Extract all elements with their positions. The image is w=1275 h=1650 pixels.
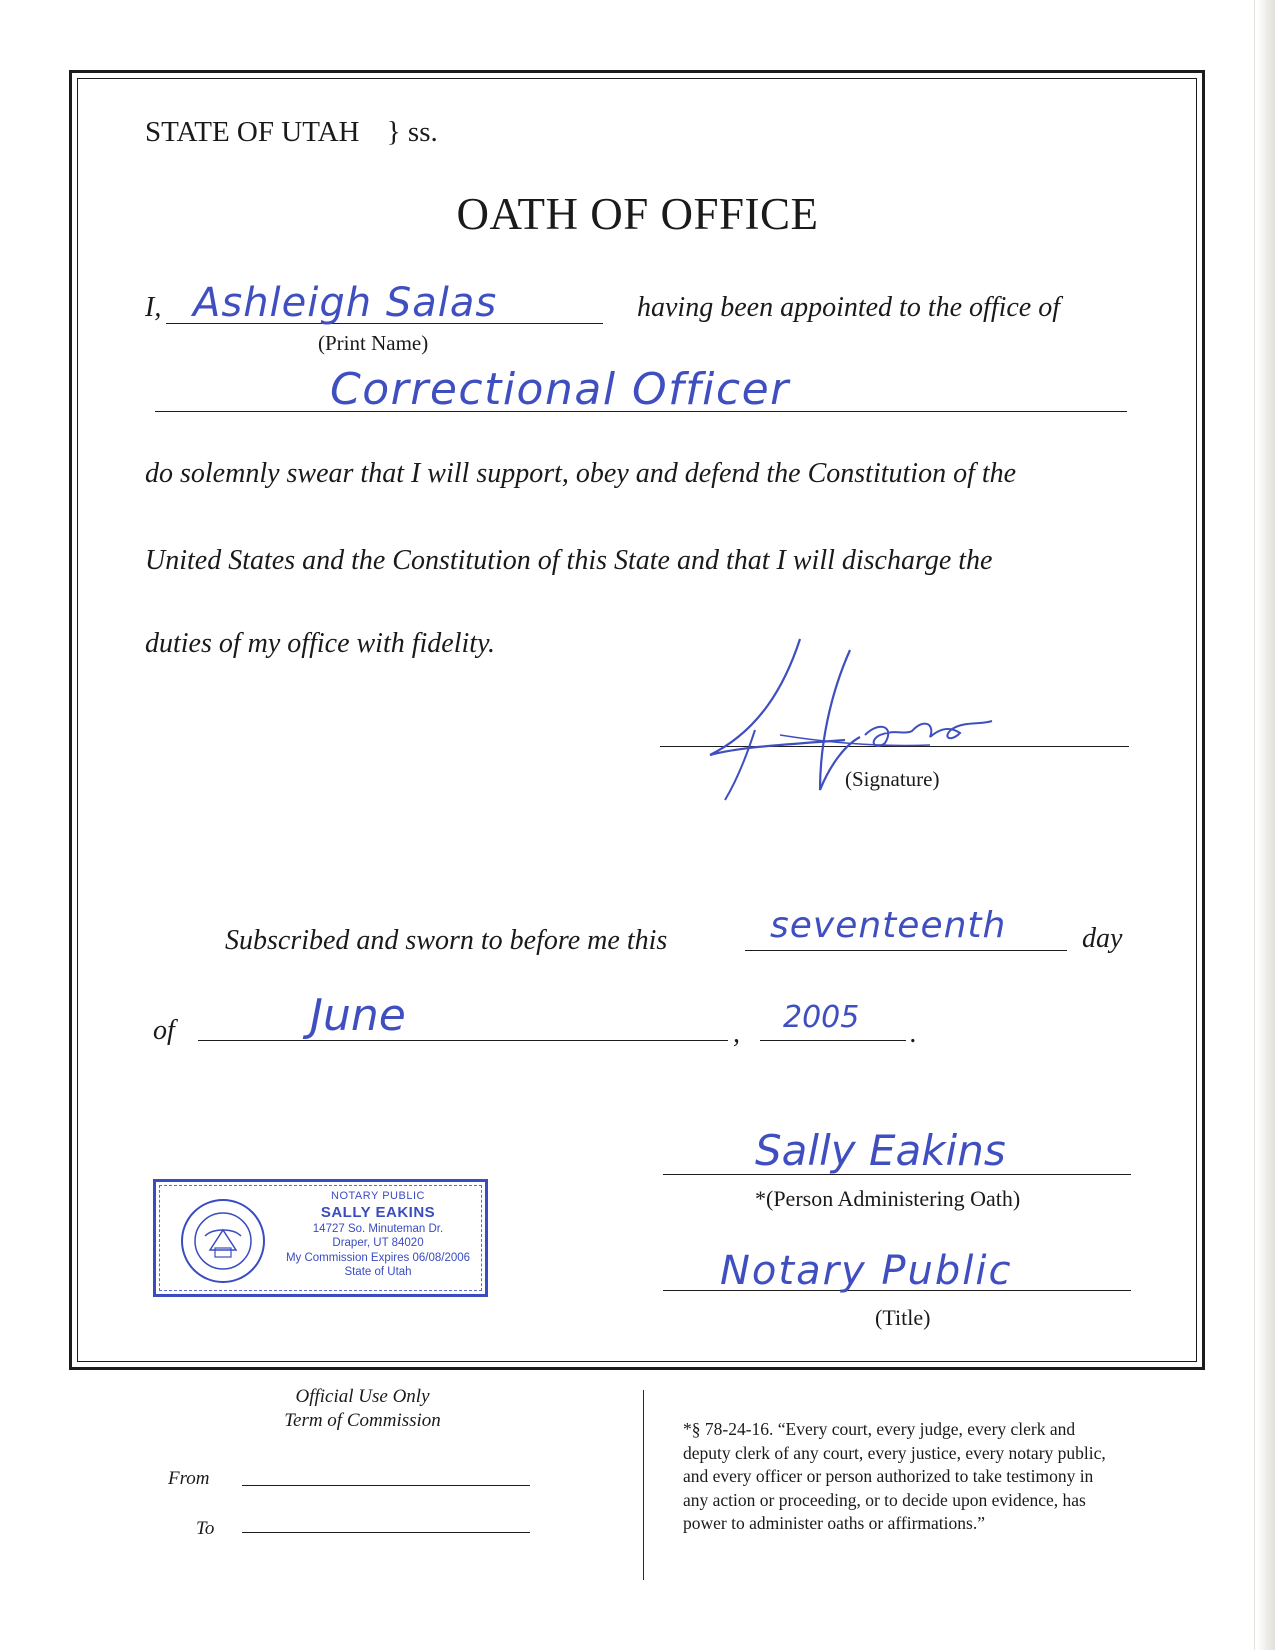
appointed-text: having been appointed to the office of	[637, 292, 1061, 323]
comma: ,	[733, 1018, 740, 1049]
section-divider	[643, 1390, 644, 1580]
stamp-text	[274, 1189, 482, 1280]
oath-body-line-2: United States and the Constitution of this State and that I will discharge the	[145, 545, 993, 576]
official-use-label: Official Use Only	[295, 1386, 430, 1407]
month-value: June	[310, 990, 406, 1041]
stamp-address-2: Draper, UT 84020	[332, 1237, 424, 1249]
print-name-label: (Print Name)	[318, 331, 429, 355]
statute-line: power to administer oaths or affirmations.”	[683, 1513, 985, 1533]
year-value: 2005	[783, 1000, 860, 1035]
statute-text	[683, 1418, 1203, 1536]
term-of-commission-label: Term of Commission	[284, 1410, 441, 1431]
document-frame-inner	[77, 78, 1197, 1362]
stamp-name: SALLY EAKINS	[320, 1203, 436, 1221]
administrator-label: *(Person Administering Oath)	[755, 1186, 1021, 1211]
oath-body-line-3: duties of my office with fidelity.	[145, 628, 495, 659]
day-line	[745, 950, 1067, 951]
stamp-expiry: My Commission Expires 06/08/2006	[285, 1251, 471, 1264]
notary-stamp	[153, 1179, 488, 1297]
state-name: STATE OF UTAH	[145, 116, 360, 148]
to-line	[242, 1532, 530, 1533]
state-seal-icon	[180, 1198, 266, 1284]
oath-prefix: I,	[145, 292, 162, 323]
title-label: (Title)	[875, 1305, 931, 1330]
state-line	[145, 116, 438, 149]
stamp-address-1: 14727 So. Minuteman Dr.	[312, 1222, 444, 1235]
signature-label: (Signature)	[845, 767, 940, 791]
page-edge-shadow	[1257, 0, 1275, 1650]
statute-line: *§ 78-24-16. “Every court, every judge, every clerk and	[683, 1419, 1076, 1439]
administrator-signature-value: Sally Eakins	[755, 1126, 1006, 1175]
to-label: To	[196, 1518, 215, 1539]
office-value: Correctional Officer	[330, 364, 790, 415]
subscribed-text: Subscribed and sworn to before me this	[225, 925, 668, 956]
from-line	[242, 1485, 530, 1486]
day-label: day	[1082, 923, 1123, 954]
document-title: OATH OF OFFICE	[456, 189, 819, 239]
oath-body-line-1: do solemnly swear that I will support, obey and defend the Constitution of the	[145, 458, 1017, 489]
print-name-value: Ashleigh Salas	[193, 280, 498, 326]
ss-mark: } ss.	[386, 116, 438, 148]
of-label: of	[153, 1015, 175, 1046]
statute-line: and every officer or person authorized to take testimony in	[683, 1466, 1094, 1486]
period: .	[910, 1018, 917, 1049]
stamp-header: NOTARY PUBLIC	[331, 1190, 425, 1202]
statute-line: deputy clerk of any court, every justice, every notary public,	[683, 1442, 1106, 1463]
from-label: From	[168, 1468, 210, 1489]
year-line	[760, 1040, 906, 1041]
day-value: seventeenth	[770, 905, 1007, 946]
month-line	[198, 1040, 728, 1041]
page-edge-line	[1254, 0, 1255, 1650]
stamp-state: State of Utah	[344, 1266, 412, 1278]
statute-line: any action or proceeding, or to decide upon evidence, has	[683, 1489, 1086, 1510]
title-value: Notary Public	[720, 1248, 1013, 1294]
